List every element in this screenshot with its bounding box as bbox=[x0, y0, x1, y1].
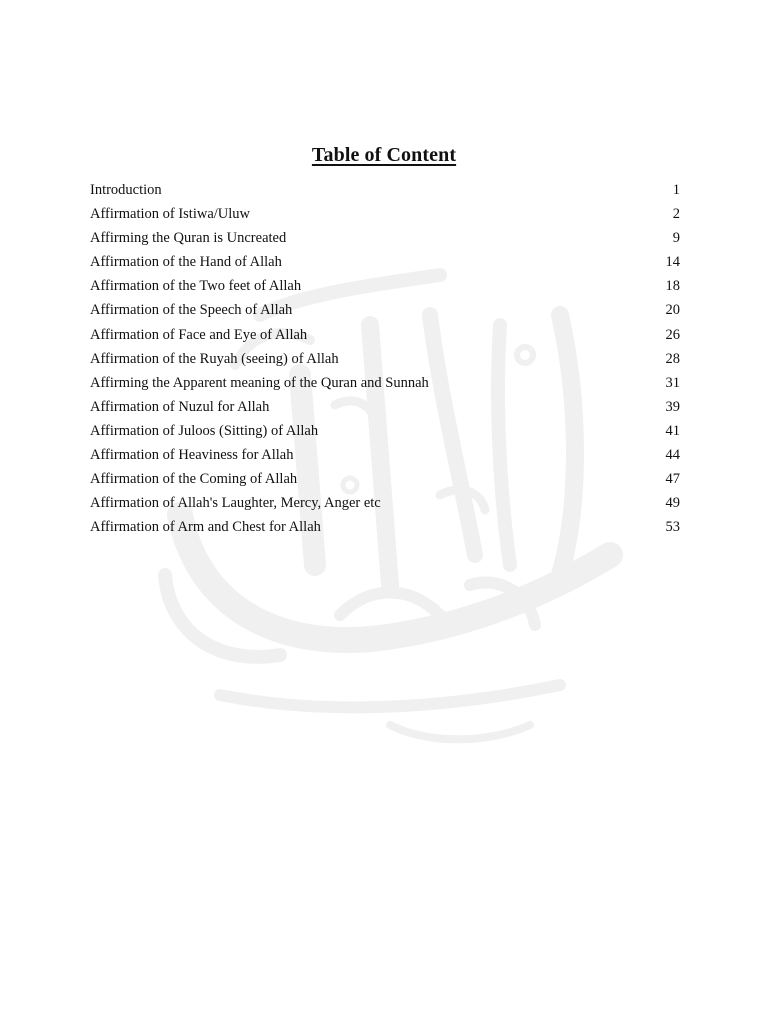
toc-entry-page: 2 bbox=[672, 206, 680, 223]
toc-entry-label: Affirmation of the Speech of Allah bbox=[90, 302, 293, 319]
toc-entry-page: 31 bbox=[665, 374, 680, 391]
toc-entry-label: Introduction bbox=[90, 182, 162, 198]
toc-entry-label: Affirmation of the Coming of Allah bbox=[90, 471, 298, 488]
toc-entry-label: Affirmation of Arm and Chest for Allah bbox=[90, 519, 321, 536]
toc-entry[interactable] bbox=[90, 395, 680, 419]
table-of-contents bbox=[90, 178, 680, 539]
toc-entry-label: Affirming the Quran is Uncreated bbox=[90, 230, 287, 247]
toc-entry[interactable] bbox=[90, 178, 680, 202]
toc-entry[interactable] bbox=[90, 202, 680, 226]
toc-entry-label: Affirmation of Juloos (Sitting) of Allah bbox=[90, 422, 319, 439]
toc-entry-page: 20 bbox=[665, 302, 680, 319]
toc-entry[interactable] bbox=[90, 298, 680, 322]
toc-entry[interactable] bbox=[90, 371, 680, 395]
toc-entry-label: Affirmation of the Two feet of Allah bbox=[90, 278, 302, 295]
toc-entry[interactable] bbox=[90, 491, 680, 515]
toc-entry-label: Affirmation of Face and Eye of Allah bbox=[90, 326, 308, 343]
toc-entry-label: Affirmation of Nuzul for Allah bbox=[90, 398, 270, 415]
page-title: Table of Content bbox=[311, 144, 457, 166]
toc-entry-label: Affirmation of Heaviness for Allah bbox=[90, 447, 294, 464]
toc-entry[interactable] bbox=[90, 226, 680, 250]
toc-entry-page: 41 bbox=[665, 422, 680, 439]
toc-entry[interactable] bbox=[90, 515, 680, 539]
toc-entry-page: 28 bbox=[665, 350, 680, 367]
toc-entry-page: 53 bbox=[665, 519, 680, 536]
toc-entry-page: 39 bbox=[665, 398, 680, 415]
toc-entry[interactable] bbox=[90, 419, 680, 443]
toc-entry-page: 49 bbox=[665, 495, 680, 512]
toc-entry-label: Affirmation of Istiwa/Uluw bbox=[90, 206, 251, 223]
toc-entry-page: 1 bbox=[672, 182, 680, 198]
toc-entry[interactable] bbox=[90, 467, 680, 491]
toc-entry-page: 18 bbox=[665, 278, 680, 295]
toc-entry-label: Affirming the Apparent meaning of the Quran and Sunnah bbox=[90, 374, 429, 391]
toc-entry-page: 9 bbox=[672, 230, 680, 247]
toc-entry-label: Affirmation of Allah's Laughter, Mercy, Anger etc bbox=[90, 495, 381, 512]
toc-entry[interactable] bbox=[90, 274, 680, 298]
toc-entry-page: 44 bbox=[665, 447, 680, 464]
toc-entry-page: 14 bbox=[665, 254, 680, 271]
toc-entry-label: Affirmation of the Hand of Allah bbox=[90, 254, 282, 271]
toc-entry-label: Affirmation of the Ruyah (seeing) of Allah bbox=[90, 350, 339, 367]
toc-entry[interactable] bbox=[90, 347, 680, 371]
toc-entry[interactable] bbox=[90, 443, 680, 467]
toc-entry-page: 26 bbox=[665, 326, 680, 343]
toc-entry-page: 47 bbox=[665, 471, 680, 488]
toc-entry[interactable] bbox=[90, 250, 680, 274]
toc-entry[interactable] bbox=[90, 323, 680, 347]
